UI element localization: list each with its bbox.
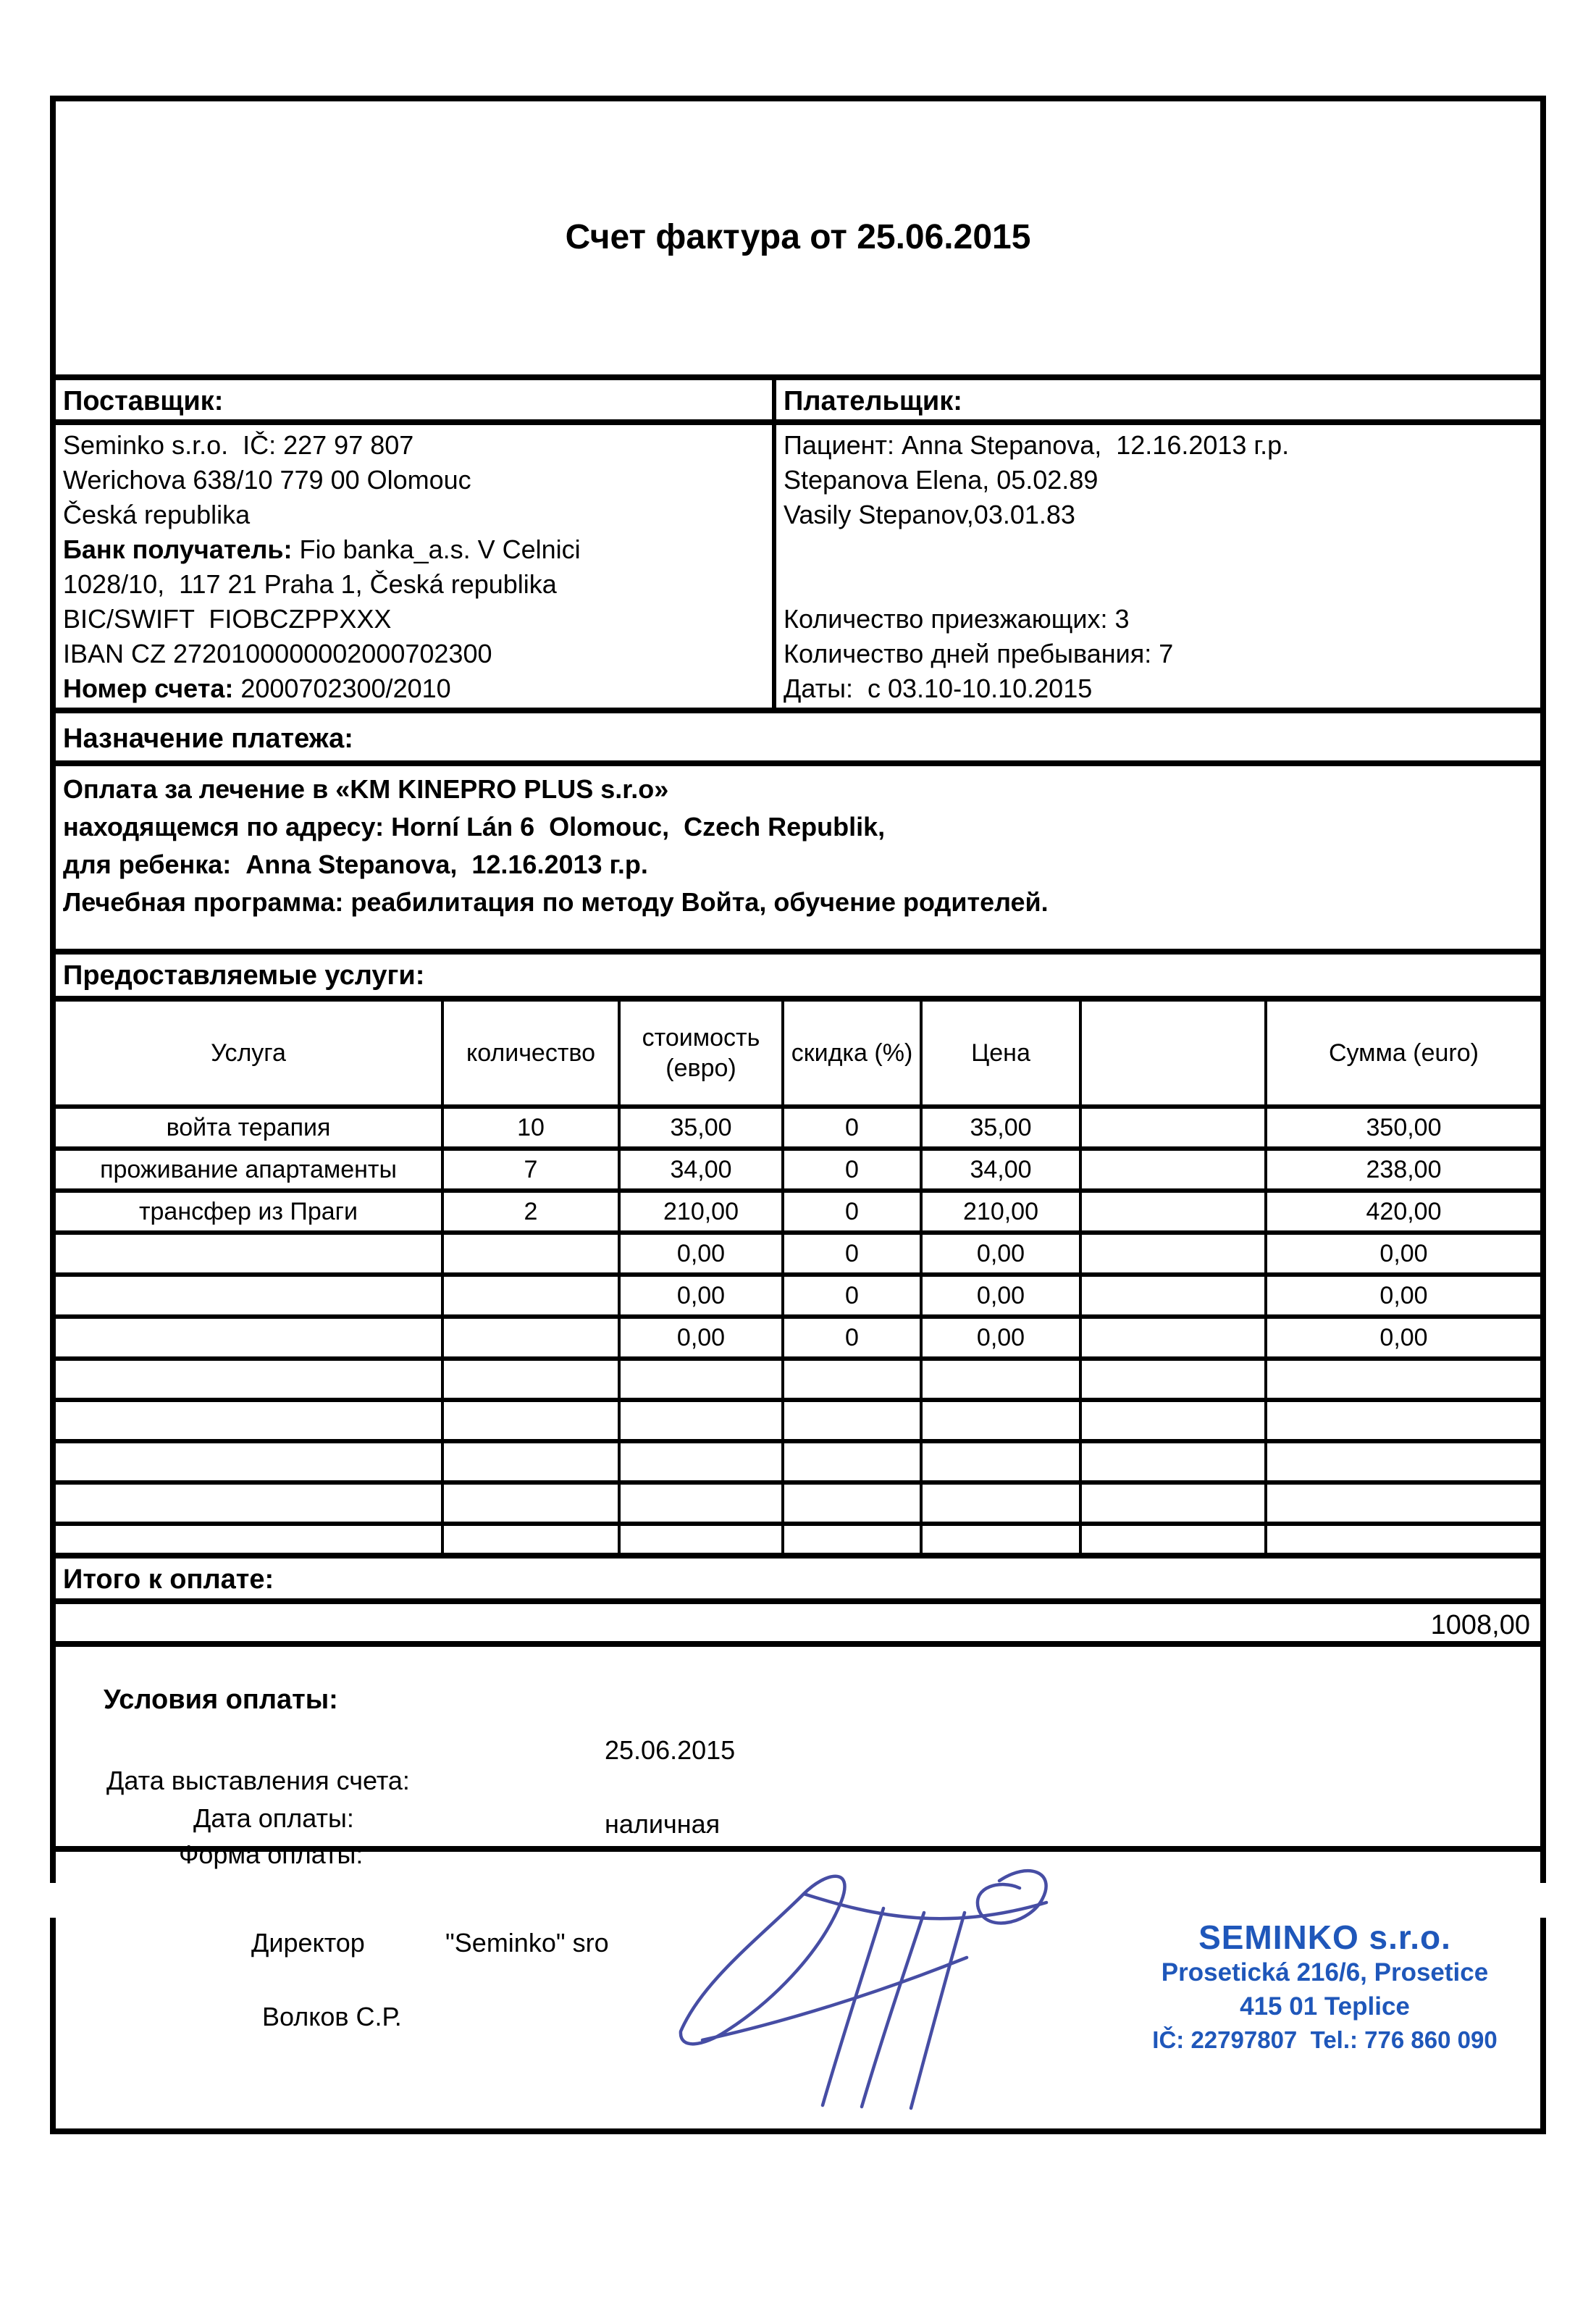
supplier-header: Поставщик: <box>63 386 224 416</box>
table-empty-row <box>56 1439 1540 1480</box>
table-cell: 7 <box>441 1151 618 1188</box>
table-cell: 0,00 <box>920 1319 1079 1356</box>
table-cell <box>618 1361 781 1398</box>
services-header: Предоставляемые услуги: <box>63 960 425 991</box>
supplier-line <box>63 463 772 498</box>
purpose-header-row <box>50 708 1546 766</box>
table-cell <box>920 1402 1079 1439</box>
term-row-issue-date <box>63 1735 1533 1795</box>
purpose-header: Назначение платежа: <box>63 723 353 754</box>
table-empty-row <box>56 1356 1540 1398</box>
table-cell: 2 <box>441 1193 618 1230</box>
table-cell: войта терапия <box>166 1113 331 1141</box>
term-value: наличная <box>605 1809 721 1839</box>
payer-header: Плательщик: <box>772 380 1540 419</box>
table-cell: 350,00 <box>1264 1109 1540 1146</box>
supplier-line <box>63 428 772 463</box>
table-cell <box>1264 1485 1540 1522</box>
table-cell <box>56 1443 441 1480</box>
terms-header: Условия оплаты: <box>104 1685 338 1715</box>
term-label: Дата оплаты: <box>193 1803 354 1833</box>
payer-line: Vasily Stepanov,03.01.83 <box>784 500 1075 529</box>
term-label: Дата выставления счета: <box>106 1766 410 1795</box>
table-cell <box>618 1485 781 1522</box>
payment-terms-section <box>50 1641 1546 1869</box>
total-value-row <box>50 1598 1546 1647</box>
table-cell: 10 <box>441 1109 618 1146</box>
table-cell <box>441 1235 618 1272</box>
invoice-title: Счет фактура от 25.06.2015 <box>565 218 1031 256</box>
handwritten-signature <box>637 1850 1115 2118</box>
table-cell <box>56 1235 441 1272</box>
table-cell <box>781 1361 920 1398</box>
table-cell: 34,00 <box>618 1151 781 1188</box>
table-cell: 0,00 <box>920 1235 1079 1272</box>
stamp-line-city: 415 01 Teplice <box>1240 1992 1410 2021</box>
stamp-line-street: Prosetická 216/6, Prosetice <box>1161 1958 1489 1987</box>
column-header-quantity: количество <box>441 1002 618 1104</box>
supplier-line <box>63 602 772 637</box>
invoice-document <box>50 96 1546 2134</box>
table-cell <box>441 1361 618 1398</box>
table-cell <box>781 1402 920 1439</box>
purpose-body <box>50 760 1546 955</box>
table-cell <box>56 1485 441 1522</box>
payer-line: Количество дней пребывания: 7 <box>784 639 1174 668</box>
purpose-line: Оплата за лечение в «KM KINEPRO PLUS s.r.o» <box>63 774 669 804</box>
table-cell <box>1079 1402 1264 1439</box>
term-label: Форма оплаты: <box>179 1840 364 1869</box>
table-cell: 0,00 <box>618 1277 781 1314</box>
payer-line <box>784 567 1540 602</box>
table-cell <box>920 1443 1079 1480</box>
table-cell <box>1079 1485 1264 1522</box>
table-cell: 0 <box>781 1193 920 1230</box>
table-cell <box>56 1319 441 1356</box>
supplier-line-text: Fio banka_a.s. V Celnici <box>292 534 581 564</box>
table-cell: 0 <box>781 1109 920 1146</box>
table-cell: 0,00 <box>618 1235 781 1272</box>
table-cell <box>618 1443 781 1480</box>
total-value: 1008,00 <box>1430 1610 1530 1640</box>
services-table <box>50 996 1546 1559</box>
column-header-price: Цена <box>920 1002 1079 1104</box>
purpose-line: находящемся по адресу: Horní Lán 6 Olomouc, Czech Republik, <box>63 812 886 842</box>
table-header-row <box>56 1002 1540 1104</box>
column-header-sum: Сумма (euro) <box>1264 1002 1540 1104</box>
table-cell: 0 <box>781 1151 920 1188</box>
supplier-line-text: 2000702300/2010 <box>233 674 451 703</box>
term-value: 25.06.2015 <box>605 1735 736 1765</box>
table-cell <box>781 1443 920 1480</box>
payer-line: Даты: с 03.10-10.10.2015 <box>784 674 1093 703</box>
column-header-service: Услуга <box>211 1039 286 1067</box>
table-cell <box>1079 1277 1264 1314</box>
table-cell <box>441 1485 618 1522</box>
table-cell <box>618 1402 781 1439</box>
table-cell: 0 <box>781 1235 920 1272</box>
total-label-row <box>50 1553 1546 1604</box>
table-cell <box>441 1277 618 1314</box>
table-row <box>56 1272 1540 1314</box>
term-row-payment-form <box>63 1809 1533 1869</box>
table-row <box>56 1188 1540 1230</box>
table-cell: 0 <box>781 1319 920 1356</box>
table-cell <box>441 1402 618 1439</box>
table-cell <box>56 1361 441 1398</box>
table-cell: проживание апартаменты <box>100 1155 397 1183</box>
supplier-line <box>63 637 772 671</box>
table-cell: трансфер из Праги <box>138 1197 358 1225</box>
parties-info-row <box>50 419 1546 713</box>
stamp-line-company: SEMINKO s.r.o. <box>1198 1918 1451 1956</box>
table-cell <box>441 1443 618 1480</box>
table-cell <box>781 1485 920 1522</box>
table-cell <box>56 1402 441 1439</box>
table-cell <box>920 1485 1079 1522</box>
payer-line: Stepanova Elena, 05.02.89 <box>784 465 1099 495</box>
column-header-cost: стоимость (евро) <box>618 1002 781 1104</box>
table-cell: 0,00 <box>618 1319 781 1356</box>
table-cell: 210,00 <box>618 1193 781 1230</box>
supplier-line-text: 1028/10, 117 21 Praha 1, Česká republika <box>63 569 557 599</box>
table-row <box>56 1230 1540 1272</box>
supplier-line-text: Česká republika <box>63 500 251 529</box>
table-cell <box>1079 1319 1264 1356</box>
table-cell <box>1079 1193 1264 1230</box>
table-cell <box>1079 1151 1264 1188</box>
supplier-line-text: BIC/SWIFT FIOBCZPPXXX <box>63 604 392 634</box>
supplier-line <box>63 498 772 532</box>
table-cell <box>1264 1402 1540 1439</box>
table-cell: 238,00 <box>1264 1151 1540 1188</box>
table-cell <box>920 1361 1079 1398</box>
supplier-line-label: Номер счета: <box>63 674 234 703</box>
table-cell: 0,00 <box>1264 1277 1540 1314</box>
table-cell <box>1079 1109 1264 1146</box>
stamp-line-ic-tel: IČ: 22797807 Tel.: 776 860 090 <box>1152 2026 1498 2053</box>
table-cell <box>1079 1443 1264 1480</box>
payer-line <box>784 532 1540 567</box>
table-cell: 35,00 <box>920 1109 1079 1146</box>
table-cell: 35,00 <box>618 1109 781 1146</box>
title-section <box>50 96 1546 380</box>
supplier-details <box>56 425 772 708</box>
purpose-line: для ребенка: Anna Stepanova, 12.16.2013 г.р. <box>63 850 648 879</box>
column-header-discount: скидка (%) <box>781 1002 920 1104</box>
supplier-line-label: Банк получатель: <box>63 534 293 564</box>
table-cell: 34,00 <box>920 1151 1079 1188</box>
supplier-line <box>63 532 772 567</box>
table-cell: 0 <box>781 1277 920 1314</box>
table-cell <box>1264 1443 1540 1480</box>
payer-line: Пациент: Anna Stepanova, 12.16.2013 г.р. <box>784 430 1290 460</box>
table-cell: 210,00 <box>920 1193 1079 1230</box>
table-cell <box>1079 1235 1264 1272</box>
table-cell: 0,00 <box>1264 1319 1540 1356</box>
supplier-line-text: IBAN CZ 2720100000002000702300 <box>63 639 492 668</box>
company-name: "Seminko" sro <box>445 1928 609 1958</box>
table-empty-row <box>56 1398 1540 1439</box>
table-row <box>56 1104 1540 1146</box>
supplier-line-text: Werichova 638/10 779 00 Olomouc <box>63 465 471 495</box>
table-cell <box>1264 1361 1540 1398</box>
table-row <box>56 1146 1540 1188</box>
company-stamp <box>1135 1919 1515 2057</box>
supplier-line <box>63 567 772 602</box>
table-cell <box>56 1277 441 1314</box>
supplier-line <box>63 671 772 706</box>
table-cell: 0,00 <box>920 1277 1079 1314</box>
column-header-blank <box>1079 1002 1264 1104</box>
director-label: Директор <box>251 1928 365 1958</box>
payer-line: Количество приезжающих: 3 <box>784 604 1130 634</box>
total-label: Итого к оплате: <box>63 1564 274 1595</box>
table-cell <box>441 1319 618 1356</box>
table-cell <box>1079 1361 1264 1398</box>
supplier-line-text: Seminko s.r.o. IČ: 227 97 807 <box>63 430 414 460</box>
parties-header-row <box>50 374 1546 425</box>
director-name: Волков С.Р. <box>262 2002 402 2031</box>
payer-details <box>772 425 1540 708</box>
table-empty-row <box>56 1480 1540 1522</box>
table-cell: 420,00 <box>1264 1193 1540 1230</box>
table-cell: 0,00 <box>1264 1235 1540 1272</box>
services-header-row <box>50 949 1546 1002</box>
table-row <box>56 1314 1540 1356</box>
purpose-line: Лечебная программа: реабилитация по методу Войта, обучение родителей. <box>63 887 1049 917</box>
